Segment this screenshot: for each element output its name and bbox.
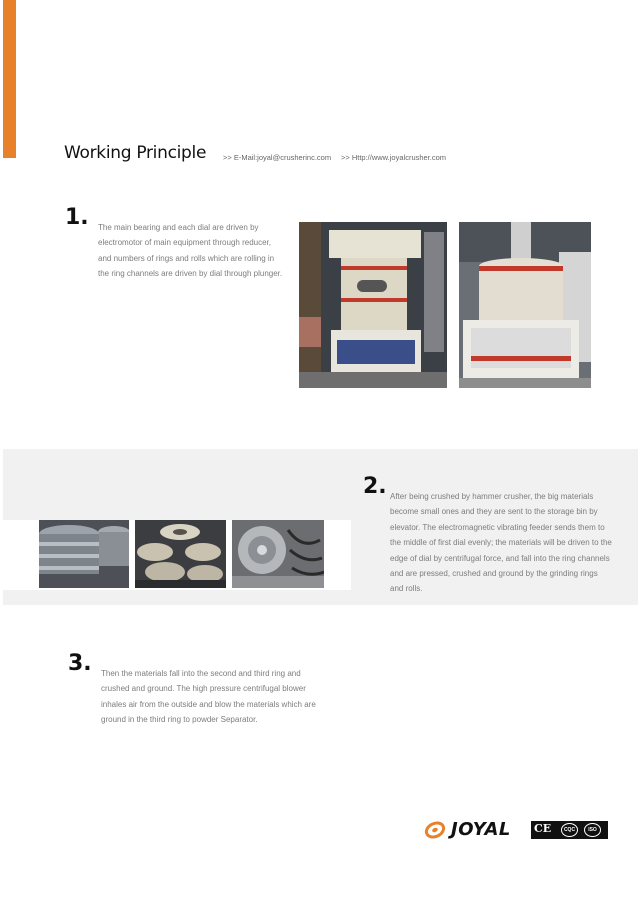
step-3-number: 3. [68,651,92,676]
mill-machine-photo-front [299,222,447,388]
step-1-text: The main bearing and each dial are driven by electromotor of main equipment through reducer, and numbers of rings and rolls which are rolling in the ring channels are driven by dial through plunger. [98,223,283,279]
grinding-rolls-photo [135,520,226,588]
page-header [64,143,624,167]
step-2-number: 2. [363,474,387,499]
logo-wordmark: JOYAL [451,819,511,840]
logo-ring-icon [424,821,448,839]
step-1-number: 1. [65,205,89,230]
website-link[interactable]: >> Http://www.joyalcrusher.com [341,153,447,162]
iso-badge: ISO [584,823,601,837]
cqc-badge: CQC [561,823,578,837]
page-title: Working Principle [64,143,207,163]
ce-mark: CE [534,822,552,835]
email-link[interactable]: >> E-Mail:joyal@crusherinc.com [223,153,332,162]
step-2-text: After being crushed by hammer crusher, the big materials become small ones and they are sent to the storage bin by elevator. The electromagnetic vibrating feeder sends them to the middle of first dial evenly; the materials will be driven to the edge of dial by centrifugal force, and fall into the ring channels and are pressed, crushed and ground by the grinding rings and rolls. [390,492,612,594]
step-3-text: Then the materials fall into the second and third ring and crushed and ground. The high pressure centrifugal blower inhales air from the outside and blow the materials which are ground in the third ring to powder Separator. [101,669,316,725]
accent-side-bar [3,0,16,158]
mill-machine-photo-side [459,222,591,388]
joyal-logo [424,819,608,841]
grinding-rings-photo [39,520,129,588]
grinding-dial-photo [232,520,324,588]
